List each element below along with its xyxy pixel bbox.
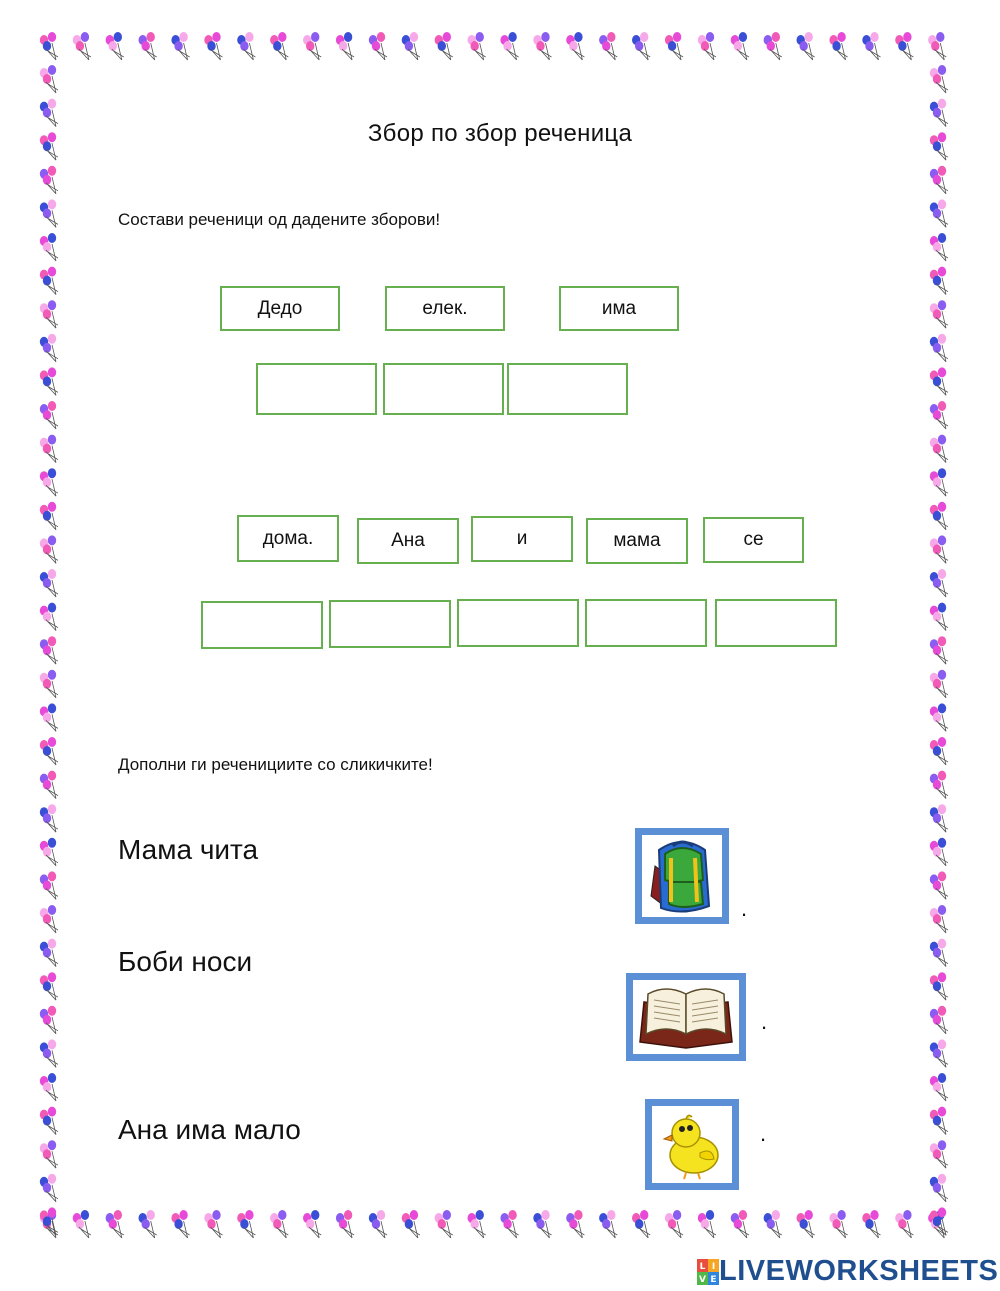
balloon-icon	[930, 199, 948, 227]
drop-slot-1-1[interactable]	[256, 363, 377, 415]
balloon-icon	[40, 334, 58, 362]
balloon-icon	[40, 166, 58, 194]
word-tile-mama[interactable]: мама	[586, 518, 688, 564]
word-tile-doma[interactable]: дома.	[237, 515, 339, 562]
drop-slot-2-2[interactable]	[329, 600, 451, 648]
balloon-icon	[40, 838, 58, 866]
balloon-icon	[632, 1210, 650, 1238]
balloon-icon	[599, 1210, 617, 1238]
balloon-icon	[797, 1210, 815, 1238]
balloon-icon	[566, 32, 584, 60]
drop-slot-2-5[interactable]	[715, 599, 837, 647]
balloon-icon	[303, 1210, 321, 1238]
balloon-icon	[862, 1210, 880, 1238]
balloon-icon	[139, 32, 157, 60]
balloon-icon	[270, 32, 288, 60]
balloon-icon	[566, 1210, 584, 1238]
balloon-icon	[533, 1210, 551, 1238]
balloon-icon	[930, 367, 948, 395]
balloon-icon	[40, 871, 58, 899]
balloon-icon	[402, 1210, 420, 1238]
balloon-icon	[40, 771, 58, 799]
balloon-icon	[40, 1174, 58, 1202]
balloon-icon	[40, 233, 58, 261]
svg-text:V: V	[699, 1274, 706, 1285]
balloon-icon	[40, 737, 58, 765]
balloon-icon	[435, 32, 453, 60]
sentence-ana-ima-malo: Ана има мало	[118, 1114, 301, 1145]
balloon-icon	[930, 838, 948, 866]
balloon-icon	[665, 1210, 683, 1238]
balloon-icon	[40, 468, 58, 496]
period-2: .	[761, 1009, 768, 1034]
balloon-icon	[40, 1073, 58, 1101]
word-tile-elek[interactable]: елек.	[385, 286, 505, 331]
chick-picture[interactable]	[645, 1099, 739, 1190]
balloon-icon	[40, 65, 58, 93]
balloon-icon	[930, 502, 948, 530]
balloon-icon	[895, 1210, 913, 1238]
period-3: .	[760, 1121, 767, 1146]
balloon-icon	[930, 1039, 948, 1067]
balloon-icon	[40, 1006, 58, 1034]
balloon-icon	[930, 1174, 948, 1202]
balloon-icon	[204, 1210, 222, 1238]
balloon-icon	[73, 32, 91, 60]
balloon-icon	[40, 905, 58, 933]
balloon-icon	[698, 1210, 716, 1238]
balloon-icon	[862, 32, 880, 60]
word-tile-ima[interactable]: има	[559, 286, 679, 331]
balloon-icon	[40, 502, 58, 530]
balloon-icon	[895, 32, 913, 60]
balloon-icon	[533, 32, 551, 60]
balloon-icon	[930, 65, 948, 93]
page-title: Збор по збор реченица	[367, 120, 633, 147]
balloon-icon	[930, 334, 948, 362]
balloon-icon	[928, 32, 946, 60]
balloon-icon	[40, 367, 58, 395]
balloon-icon	[369, 1210, 387, 1238]
balloon-icon	[369, 32, 387, 60]
live-letters-icon	[697, 1259, 719, 1285]
balloon-icon	[40, 804, 58, 832]
balloon-icon	[930, 535, 948, 563]
balloon-icon	[139, 1210, 157, 1238]
balloon-icon	[764, 1210, 782, 1238]
balloon-icon	[336, 1210, 354, 1238]
balloon-icon	[40, 199, 58, 227]
balloon-icon	[40, 435, 58, 463]
balloon-icon	[930, 401, 948, 429]
balloon-icon	[930, 233, 948, 261]
svg-text:E: E	[710, 1274, 717, 1285]
word-tile-i[interactable]: и	[471, 516, 573, 562]
balloon-icon	[40, 32, 58, 60]
balloon-icon	[435, 1210, 453, 1238]
balloon-icon	[731, 1210, 749, 1238]
balloon-icon	[930, 804, 948, 832]
balloon-icon	[930, 300, 948, 328]
balloon-icon	[402, 32, 420, 60]
sentence-mama-chita: Мама чита	[118, 834, 259, 865]
balloon-icon	[930, 1006, 948, 1034]
balloon-icon	[40, 636, 58, 664]
chick-icon	[656, 1109, 728, 1181]
balloon-icon	[500, 1210, 518, 1238]
balloon-icon	[40, 703, 58, 731]
balloon-icon	[237, 32, 255, 60]
liveworksheets-logo	[697, 1255, 998, 1288]
drop-slot-2-4[interactable]	[585, 599, 707, 647]
balloon-icon	[930, 670, 948, 698]
balloon-icon	[204, 32, 222, 60]
balloon-icon	[632, 32, 650, 60]
balloon-icon	[303, 32, 321, 60]
balloon-icon	[930, 166, 948, 194]
balloon-icon	[106, 32, 124, 60]
open-book-icon	[636, 982, 736, 1052]
balloon-icon	[40, 972, 58, 1000]
balloon-icon	[930, 1073, 948, 1101]
balloon-icon	[930, 1107, 948, 1135]
period-1: .	[741, 896, 748, 921]
balloon-icon	[270, 1210, 288, 1238]
backpack-picture[interactable]	[635, 828, 729, 924]
svg-text:L: L	[699, 1261, 706, 1272]
balloon-icon	[599, 32, 617, 60]
balloon-icon	[171, 32, 189, 60]
balloon-icon	[930, 569, 948, 597]
balloon-icon	[764, 32, 782, 60]
balloon-icon	[698, 32, 716, 60]
balloon-icon	[930, 703, 948, 731]
balloon-icon	[40, 300, 58, 328]
balloon-icon	[40, 1107, 58, 1135]
balloon-icon	[106, 1210, 124, 1238]
balloon-icon	[40, 939, 58, 967]
instruction-complete: Дополни ги реченициите со сликичките!	[118, 755, 433, 774]
balloon-icon	[40, 1039, 58, 1067]
logo-text: LIVEWORKSHEETS	[719, 1255, 999, 1287]
drop-slot-2-1[interactable]	[201, 601, 323, 649]
book-picture[interactable]	[626, 973, 746, 1061]
balloon-icon	[829, 1210, 847, 1238]
balloon-icon	[40, 603, 58, 631]
balloon-icon	[930, 905, 948, 933]
balloon-icon	[930, 871, 948, 899]
balloon-icon	[40, 401, 58, 429]
balloon-icon	[40, 267, 58, 295]
balloon-icon	[171, 1210, 189, 1238]
backpack-icon	[647, 836, 717, 916]
balloon-icon	[930, 771, 948, 799]
drop-slot-1-3[interactable]	[507, 363, 628, 415]
balloon-icon	[40, 670, 58, 698]
balloon-icon	[40, 1140, 58, 1168]
balloon-icon	[797, 32, 815, 60]
balloon-icon	[468, 32, 486, 60]
word-tile-ana[interactable]: Ана	[357, 518, 459, 564]
balloon-icon	[930, 468, 948, 496]
drop-slot-2-3[interactable]	[457, 599, 579, 647]
instruction-compose: Состави реченици од дадените зборови!	[118, 210, 441, 229]
svg-text:I: I	[711, 1261, 716, 1272]
balloon-icon	[665, 32, 683, 60]
balloon-icon	[40, 535, 58, 563]
balloon-icon	[930, 737, 948, 765]
word-tile-se[interactable]: се	[703, 517, 804, 563]
balloon-icon	[930, 435, 948, 463]
balloon-icon	[829, 32, 847, 60]
balloon-icon	[73, 1210, 91, 1238]
balloon-icon	[930, 603, 948, 631]
balloon-icon	[468, 1210, 486, 1238]
balloon-icon	[336, 32, 354, 60]
balloon-icon	[930, 636, 948, 664]
balloon-icon	[930, 972, 948, 1000]
word-tile-dedo[interactable]: Дедо	[220, 286, 340, 331]
balloon-icon	[40, 569, 58, 597]
balloon-icon	[930, 939, 948, 967]
sentence-bobi-nosi: Боби носи	[118, 946, 253, 977]
drop-slot-1-2[interactable]	[383, 363, 504, 415]
balloon-icon	[731, 32, 749, 60]
balloon-icon	[237, 1210, 255, 1238]
balloon-icon	[930, 267, 948, 295]
balloon-icon	[500, 32, 518, 60]
balloon-icon	[930, 1140, 948, 1168]
